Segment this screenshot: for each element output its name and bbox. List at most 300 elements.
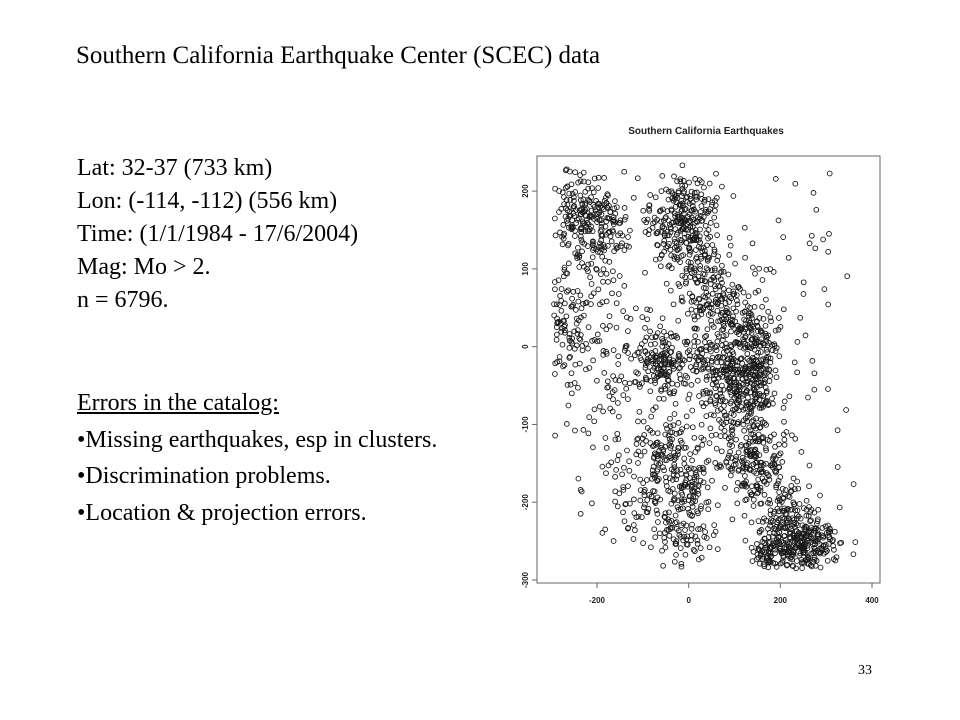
data-point: [643, 270, 648, 275]
data-point: [655, 431, 660, 436]
data-point: [669, 253, 674, 258]
data-point: [668, 416, 673, 421]
data-point: [792, 360, 797, 365]
data-point: [586, 431, 591, 436]
data-point: [733, 261, 738, 266]
errors-heading: Errors in the catalog:: [77, 390, 279, 416]
data-point: [601, 279, 606, 284]
data-point: [715, 339, 720, 344]
data-point: [614, 325, 619, 330]
data-point: [795, 370, 800, 375]
data-point: [793, 181, 798, 186]
data-point: [743, 300, 748, 305]
data-point: [661, 396, 666, 401]
data-point: [651, 408, 656, 413]
data-point: [569, 391, 574, 396]
data-point: [703, 530, 708, 535]
earthquake-scatter-plot: [500, 110, 900, 620]
data-point: [611, 278, 616, 283]
data-point: [698, 546, 703, 551]
data-point: [714, 171, 719, 176]
data-point: [813, 246, 818, 251]
data-point: [845, 274, 850, 279]
data-point: [722, 404, 727, 409]
data-point: [734, 437, 739, 442]
data-point: [731, 306, 736, 311]
data-point: [818, 493, 823, 498]
data-point: [702, 185, 707, 190]
data-point: [674, 520, 679, 525]
data-point: [742, 225, 747, 230]
data-point: [787, 394, 792, 399]
data-point: [625, 448, 630, 453]
data-point: [709, 412, 714, 417]
data-point: [730, 517, 735, 522]
data-point: [770, 456, 775, 461]
data-point: [770, 396, 775, 401]
data-point: [649, 414, 654, 419]
data-point: [690, 408, 695, 413]
data-point: [835, 428, 840, 433]
data-point: [632, 497, 637, 502]
data-point: [621, 510, 626, 515]
y-tick-label: -100: [521, 416, 530, 433]
data-point: [581, 428, 586, 433]
data-point: [589, 261, 594, 266]
data-point: [707, 441, 712, 446]
data-point: [564, 422, 569, 427]
data-point: [710, 291, 715, 296]
data-point: [811, 191, 816, 196]
y-tick-label: 100: [521, 262, 530, 276]
data-point: [668, 288, 673, 293]
data-point: [606, 280, 611, 285]
data-point: [659, 189, 664, 194]
data-point: [700, 443, 705, 448]
data-point: [683, 528, 688, 533]
data-point: [641, 419, 646, 424]
error-item-location: •Location & projection errors.: [77, 499, 367, 526]
data-point: [590, 501, 595, 506]
data-point: [553, 433, 558, 438]
data-point: [826, 387, 831, 392]
data-point: [716, 503, 721, 508]
data-point: [734, 309, 739, 314]
y-tick-label: 200: [521, 184, 530, 198]
data-point: [591, 358, 596, 363]
data-point: [837, 505, 842, 510]
data-point: [629, 356, 634, 361]
data-point: [604, 271, 609, 276]
data-point: [573, 170, 578, 175]
data-point: [569, 371, 574, 376]
data-point: [727, 288, 732, 293]
data-point: [609, 460, 614, 465]
data-point: [821, 237, 826, 242]
y-tick-label: 0: [521, 344, 530, 349]
info-longitude: Lon: (-114, -112) (556 km): [77, 188, 338, 214]
data-point: [622, 248, 627, 253]
data-point: [573, 308, 578, 313]
data-point: [694, 248, 699, 253]
data-point: [782, 437, 787, 442]
data-point: [613, 474, 618, 479]
data-point: [706, 507, 711, 512]
data-point: [673, 401, 678, 406]
data-point: [690, 458, 695, 463]
data-point: [648, 389, 653, 394]
data-point: [628, 228, 633, 233]
data-point: [750, 241, 755, 246]
data-point: [604, 471, 609, 476]
data-point: [782, 419, 787, 424]
data-point: [645, 498, 650, 503]
data-point: [680, 163, 685, 168]
data-point: [807, 241, 812, 246]
data-point: [617, 491, 622, 496]
data-point: [773, 368, 778, 373]
data-point: [712, 413, 717, 418]
data-point: [562, 363, 567, 368]
data-point: [801, 292, 806, 297]
data-point: [781, 307, 786, 312]
data-point: [853, 540, 858, 545]
data-point: [617, 274, 622, 279]
data-point: [766, 309, 771, 314]
data-point: [751, 265, 756, 270]
data-point: [589, 282, 594, 287]
data-point: [776, 218, 781, 223]
data-point: [707, 545, 712, 550]
plot-title: Southern California Earthquakes: [628, 126, 784, 137]
data-point: [653, 535, 658, 540]
data-point: [691, 548, 696, 553]
data-point: [774, 375, 779, 380]
data-point: [619, 244, 624, 249]
data-point: [552, 313, 557, 318]
data-point: [609, 239, 614, 244]
data-point: [650, 476, 655, 481]
data-point: [713, 461, 718, 466]
data-point: [822, 287, 827, 292]
data-point: [638, 498, 643, 503]
info-time: Time: (1/1/1984 - 17/6/2004): [77, 221, 359, 247]
data-point: [626, 329, 631, 334]
data-point: [844, 408, 849, 413]
data-point: [719, 449, 724, 454]
data-point: [576, 245, 581, 250]
data-point: [657, 531, 662, 536]
data-point: [616, 437, 621, 442]
data-point: [589, 302, 594, 307]
data-point: [782, 443, 787, 448]
data-point: [702, 272, 707, 277]
data-point: [690, 425, 695, 430]
data-point: [559, 308, 564, 313]
data-point: [686, 311, 691, 316]
data-point: [640, 442, 645, 447]
data-point: [734, 487, 739, 492]
data-point: [727, 235, 732, 240]
data-point: [777, 354, 782, 359]
data-point: [760, 304, 765, 309]
data-point: [757, 266, 762, 271]
data-point: [601, 409, 606, 414]
data-point: [810, 359, 815, 364]
data-point: [604, 327, 609, 332]
data-point: [743, 474, 748, 479]
data-point: [676, 421, 681, 426]
data-point: [577, 361, 582, 366]
data-point: [620, 472, 625, 477]
data-point: [777, 316, 782, 321]
data-point: [657, 396, 662, 401]
data-point: [601, 267, 606, 272]
data-point: [658, 264, 663, 269]
data-point: [713, 208, 718, 213]
data-point: [576, 476, 581, 481]
data-point: [714, 446, 719, 451]
data-point: [626, 235, 631, 240]
data-point: [710, 243, 715, 248]
data-point: [626, 484, 631, 489]
data-point: [728, 473, 733, 478]
data-point: [642, 449, 647, 454]
data-point: [735, 480, 740, 485]
data-point: [720, 184, 725, 189]
data-point: [596, 287, 601, 292]
data-point: [795, 559, 800, 564]
data-point: [614, 468, 619, 473]
data-point: [728, 243, 733, 248]
data-point: [744, 436, 749, 441]
data-point: [797, 502, 802, 507]
data-point: [678, 546, 683, 551]
data-point: [590, 255, 595, 260]
data-point: [606, 463, 611, 468]
data-point: [832, 529, 837, 534]
data-point: [756, 432, 761, 437]
data-point: [580, 249, 585, 254]
data-point: [678, 377, 683, 382]
data-point: [553, 216, 558, 221]
data-point: [798, 315, 803, 320]
data-point: [687, 392, 692, 397]
data-point: [636, 419, 641, 424]
data-point: [602, 371, 607, 376]
data-point: [602, 176, 607, 181]
data-point: [675, 382, 680, 387]
data-point: [791, 476, 796, 481]
data-point: [569, 182, 574, 187]
data-point: [851, 552, 856, 557]
data-point: [812, 371, 817, 376]
data-point: [760, 278, 765, 283]
x-tick-label: -200: [588, 596, 606, 605]
data-point: [692, 435, 697, 440]
data-point: [664, 281, 669, 286]
y-tick-label: -200: [521, 494, 530, 511]
data-point: [586, 325, 591, 330]
data-point: [672, 174, 677, 179]
data-point: [701, 524, 706, 529]
data-point: [559, 298, 564, 303]
data-point: [751, 504, 756, 509]
data-point: [780, 460, 785, 465]
data-point: [661, 563, 666, 568]
data-point: [735, 501, 740, 506]
data-point: [771, 270, 776, 275]
data-point: [568, 382, 573, 387]
data-point: [827, 171, 832, 176]
data-point: [807, 463, 812, 468]
data-point: [712, 215, 717, 220]
data-point: [622, 465, 627, 470]
data-point: [692, 344, 697, 349]
data-point: [648, 329, 653, 334]
data-point: [671, 302, 676, 307]
info-count: n = 6796.: [77, 287, 169, 313]
data-point: [587, 415, 592, 420]
x-tick-label: 200: [773, 596, 788, 605]
data-point: [673, 513, 678, 518]
data-point: [644, 478, 649, 483]
data-point: [781, 406, 786, 411]
data-point: [573, 428, 578, 433]
data-point: [665, 383, 670, 388]
data-point: [818, 565, 823, 570]
data-point: [570, 296, 575, 301]
data-point: [626, 397, 631, 402]
data-point: [616, 354, 621, 359]
data-point: [554, 332, 559, 337]
data-point: [699, 422, 704, 427]
data-point: [639, 515, 644, 520]
data-point: [591, 445, 596, 450]
data-point: [560, 342, 565, 347]
data-point: [588, 275, 593, 280]
data-point: [631, 537, 636, 542]
data-point: [799, 450, 804, 455]
data-point: [786, 255, 791, 260]
data-point: [746, 330, 751, 335]
data-point: [581, 170, 586, 175]
data-point: [614, 301, 619, 306]
data-point: [687, 180, 692, 185]
data-point: [695, 378, 700, 383]
data-point: [755, 552, 760, 557]
data-point: [720, 263, 725, 268]
data-point: [640, 315, 645, 320]
info-latitude: Lat: 32-37 (733 km): [77, 155, 273, 181]
data-point: [741, 290, 746, 295]
data-point: [743, 538, 748, 543]
data-point: [610, 291, 615, 296]
data-point: [553, 372, 558, 377]
data-point: [649, 545, 654, 550]
data-point: [561, 364, 566, 369]
data-point: [749, 545, 754, 550]
data-point: [699, 204, 704, 209]
data-point: [595, 332, 600, 337]
data-point: [684, 424, 689, 429]
data-point: [777, 490, 782, 495]
data-point: [768, 374, 773, 379]
data-point: [567, 191, 572, 196]
data-point: [645, 307, 650, 312]
data-point: [616, 401, 621, 406]
data-point: [746, 294, 751, 299]
data-point: [777, 442, 782, 447]
data-point: [662, 329, 667, 334]
data-point: [622, 169, 627, 174]
data-point: [773, 349, 778, 354]
x-tick-label: 400: [865, 596, 879, 605]
data-point: [674, 553, 679, 558]
data-point: [578, 293, 583, 298]
data-point: [559, 287, 564, 292]
data-point: [679, 564, 684, 569]
data-point: [622, 284, 627, 289]
data-point: [801, 280, 806, 285]
page-number: 33: [858, 663, 872, 678]
data-point: [701, 471, 706, 476]
data-point: [689, 383, 694, 388]
data-point: [793, 436, 798, 441]
data-point: [635, 176, 640, 181]
data-point: [827, 231, 832, 236]
data-point: [825, 558, 830, 563]
info-magnitude: Mag: Mo > 2.: [77, 254, 211, 280]
data-point: [804, 498, 809, 503]
data-point: [613, 199, 618, 204]
slide-title: Southern California Earthquake Center (SCEC) data: [76, 42, 601, 69]
data-point: [560, 242, 565, 247]
data-point: [611, 348, 616, 353]
data-point: [806, 395, 811, 400]
y-tick-label: -300: [521, 571, 530, 589]
data-point: [627, 468, 632, 473]
data-point: [710, 478, 715, 483]
data-point: [673, 227, 678, 232]
data-point: [750, 559, 755, 564]
data-point: [731, 194, 736, 199]
data-point: [611, 269, 616, 274]
data-point: [690, 200, 695, 205]
data-point: [592, 419, 597, 424]
data-point: [605, 379, 610, 384]
data-point: [826, 302, 831, 307]
data-point: [561, 223, 566, 228]
data-point: [567, 346, 572, 351]
data-point: [803, 333, 808, 338]
data-point: [745, 351, 750, 356]
data-point: [607, 394, 612, 399]
data-point: [708, 221, 713, 226]
data-point: [693, 549, 698, 554]
data-point: [762, 492, 767, 497]
data-point: [689, 538, 694, 543]
data-point: [576, 385, 581, 390]
data-point: [742, 513, 747, 518]
data-point: [682, 456, 687, 461]
data-point: [789, 483, 794, 488]
data-point: [707, 181, 712, 186]
data-point: [583, 189, 588, 194]
data-point: [667, 510, 672, 515]
data-point: [603, 436, 608, 441]
data-point: [604, 446, 609, 451]
